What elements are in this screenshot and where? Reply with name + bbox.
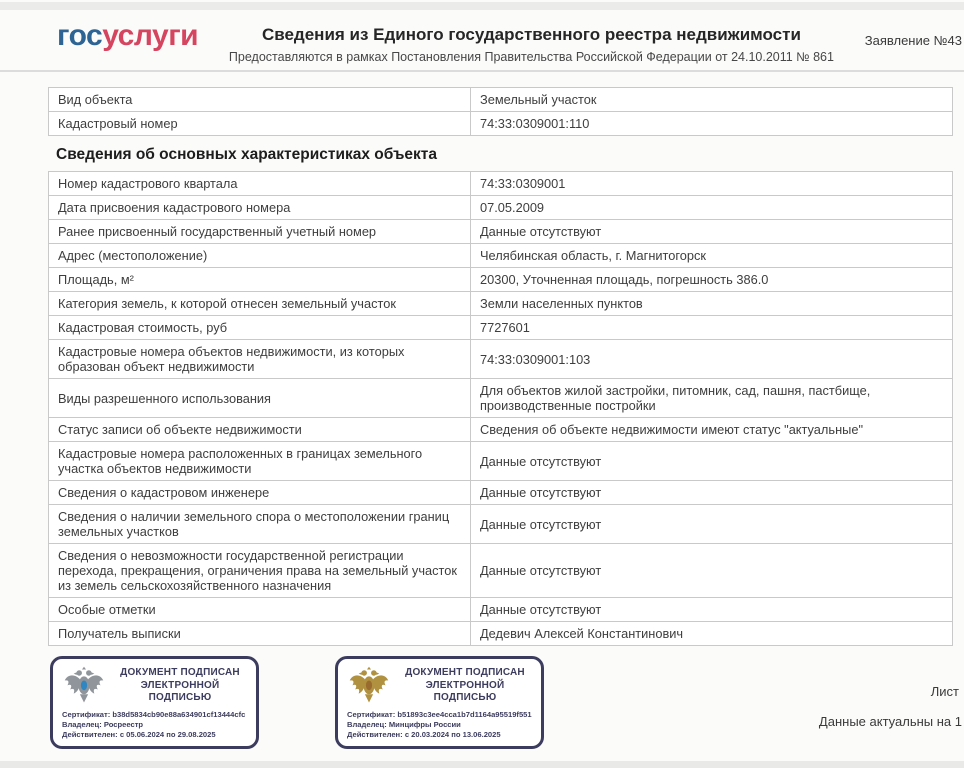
- table-row: [49, 316, 953, 340]
- stamp-certificate-line: [62, 710, 247, 720]
- table-row: [49, 244, 953, 268]
- stamp-owner-value: Росреестр: [103, 719, 144, 729]
- row-value: 74:33:0309001:110: [471, 112, 953, 136]
- table-row: [49, 505, 953, 544]
- stamp-certificate-line: [347, 710, 532, 720]
- table-row: [49, 172, 953, 196]
- table-row: [49, 88, 953, 112]
- stamp-owner-label: Владелец:: [347, 719, 387, 729]
- coat-of-arms-eagle-icon: [347, 666, 391, 706]
- row-value: Данные отсутствуют: [471, 442, 953, 481]
- stamp-certificate-label: Сертификат:: [347, 710, 396, 719]
- stamp-validity-value: с 20.03.2024 по 13.06.2025: [404, 729, 501, 739]
- page-title: Сведения из Единого государственного реестра недвижимости: [261, 25, 801, 44]
- page-bottom-edge: [0, 761, 964, 768]
- stamp-certificate-value: b38d5834cb90e88a634901cf13444cfc: [112, 710, 246, 719]
- table-row: [49, 220, 953, 244]
- stamp-title: ДОКУМЕНТ ПОДПИСАН ЭЛЕКТРОННОЙ ПОДПИСЬЮ: [405, 667, 525, 704]
- table-row: [49, 598, 953, 622]
- row-value: 74:33:0309001: [471, 172, 953, 196]
- row-label: Площадь, м²: [49, 268, 471, 292]
- stamp-header: [62, 666, 247, 706]
- stamp-validity-label: Действителен:: [347, 729, 403, 739]
- row-value: Челябинская область, г. Магнитогорск: [471, 244, 953, 268]
- row-label: Дата присвоения кадастрового номера: [49, 196, 471, 220]
- row-value: 07.05.2009: [471, 196, 953, 220]
- row-value: Данные отсутствуют: [471, 505, 953, 544]
- row-value: Для объектов жилой застройки, питомник, сад, пашня, пастбище, производственные постройки: [471, 379, 953, 418]
- table-row: [49, 418, 953, 442]
- stamp-certificate-label: Сертификат:: [62, 710, 111, 719]
- page-subtitle: Предоставляются в рамках Постановления Правительства Российской Федерации от 24.10.2011 № 861: [228, 50, 834, 64]
- stamp-certificate-value: b51893c3ee4cca1b7d1164a95519f551: [397, 710, 532, 719]
- row-label: Ранее присвоенный государственный учетный номер: [49, 220, 471, 244]
- row-value: Земельный участок: [471, 88, 953, 112]
- row-label: Категория земель, к которой отнесен земельный участок: [49, 292, 471, 316]
- stamp-validity-line: [347, 730, 532, 740]
- stamp-owner-value: Минцифры России: [388, 719, 461, 729]
- table-row: [49, 196, 953, 220]
- stamp-validity-line: [62, 730, 247, 740]
- row-label: Адрес (местоположение): [49, 244, 471, 268]
- table-row: [49, 544, 953, 598]
- gosuslugi-logo: [57, 18, 198, 54]
- stamp-validity-label: Действителен:: [62, 729, 118, 739]
- signature-stamp-mintsifry: [335, 656, 544, 749]
- row-value: Данные отсутствуют: [471, 481, 953, 505]
- document-header: [0, 18, 964, 64]
- stamp-header: [347, 666, 532, 706]
- row-label: Кадастровые номера расположенных в границах земельного участка объектов недвижимости: [49, 442, 471, 481]
- header-title-block: [198, 18, 865, 64]
- table-row: [49, 292, 953, 316]
- logo-text-gos: гос: [57, 19, 103, 52]
- row-value: Сведения об объекте недвижимости имеют статус "актуальные": [471, 418, 953, 442]
- row-value: Дедевич Алексей Константинович: [471, 622, 953, 646]
- stamp-owner-line: [347, 720, 532, 730]
- row-value: Земли населенных пунктов: [471, 292, 953, 316]
- row-label: Сведения о наличии земельного спора о местоположении границ земельных участков: [49, 505, 471, 544]
- table-row: [49, 340, 953, 379]
- table-row: [49, 379, 953, 418]
- table-row: [49, 268, 953, 292]
- row-value: 74:33:0309001:103: [471, 340, 953, 379]
- stamp-validity-value: с 05.06.2024 по 29.08.2025: [119, 729, 216, 739]
- sheet-label: Лист: [930, 684, 959, 699]
- header-divider: [0, 70, 964, 72]
- object-summary-table: [48, 87, 953, 136]
- row-label: Кадастровая стоимость, руб: [49, 316, 471, 340]
- data-actuality-note: Данные актуальны на 1: [818, 714, 962, 729]
- stamp-details: [62, 710, 247, 739]
- row-label: Особые отметки: [49, 598, 471, 622]
- characteristics-table: [48, 171, 953, 646]
- page-top-edge: [0, 2, 964, 10]
- stamp-owner-label: Владелец:: [62, 719, 102, 729]
- row-label: Кадастровые номера объектов недвижимости, из которых образован объект недвижимости: [49, 340, 471, 379]
- row-value: Данные отсутствуют: [471, 220, 953, 244]
- row-label: Виды разрешенного использования: [49, 379, 471, 418]
- row-label: Получатель выписки: [49, 622, 471, 646]
- table-row: [49, 112, 953, 136]
- application-number: Заявление №43: [864, 33, 962, 48]
- row-label: Статус записи об объекте недвижимости: [49, 418, 471, 442]
- table-row: [49, 442, 953, 481]
- row-value: 20300, Уточненная площадь, погрешность 386.0: [471, 268, 953, 292]
- row-value: Данные отсутствуют: [471, 544, 953, 598]
- table-row: [49, 481, 953, 505]
- stamp-details: [347, 710, 532, 739]
- table-row: [49, 622, 953, 646]
- stamp-title: ДОКУМЕНТ ПОДПИСАН ЭЛЕКТРОННОЙ ПОДПИСЬЮ: [120, 667, 240, 704]
- row-label: Вид объекта: [49, 88, 471, 112]
- signature-stamp-rosreestr: [50, 656, 259, 749]
- row-label: Сведения о кадастровом инженере: [49, 481, 471, 505]
- section-heading: Сведения об основных характеристиках объекта: [56, 146, 438, 163]
- row-label: Сведения о невозможности государственной регистрации перехода, прекращения, ограничения права на земельный участок из земель сельскохозяйственного назначения: [49, 544, 471, 598]
- logo-text-uslugi: услуги: [102, 19, 199, 52]
- row-label: Номер кадастрового квартала: [49, 172, 471, 196]
- rosreestr-eagle-icon: [62, 666, 106, 706]
- row-value: 7727601: [471, 316, 953, 340]
- row-value: Данные отсутствуют: [471, 598, 953, 622]
- row-label: Кадастровый номер: [49, 112, 471, 136]
- stamp-owner-line: [62, 720, 247, 730]
